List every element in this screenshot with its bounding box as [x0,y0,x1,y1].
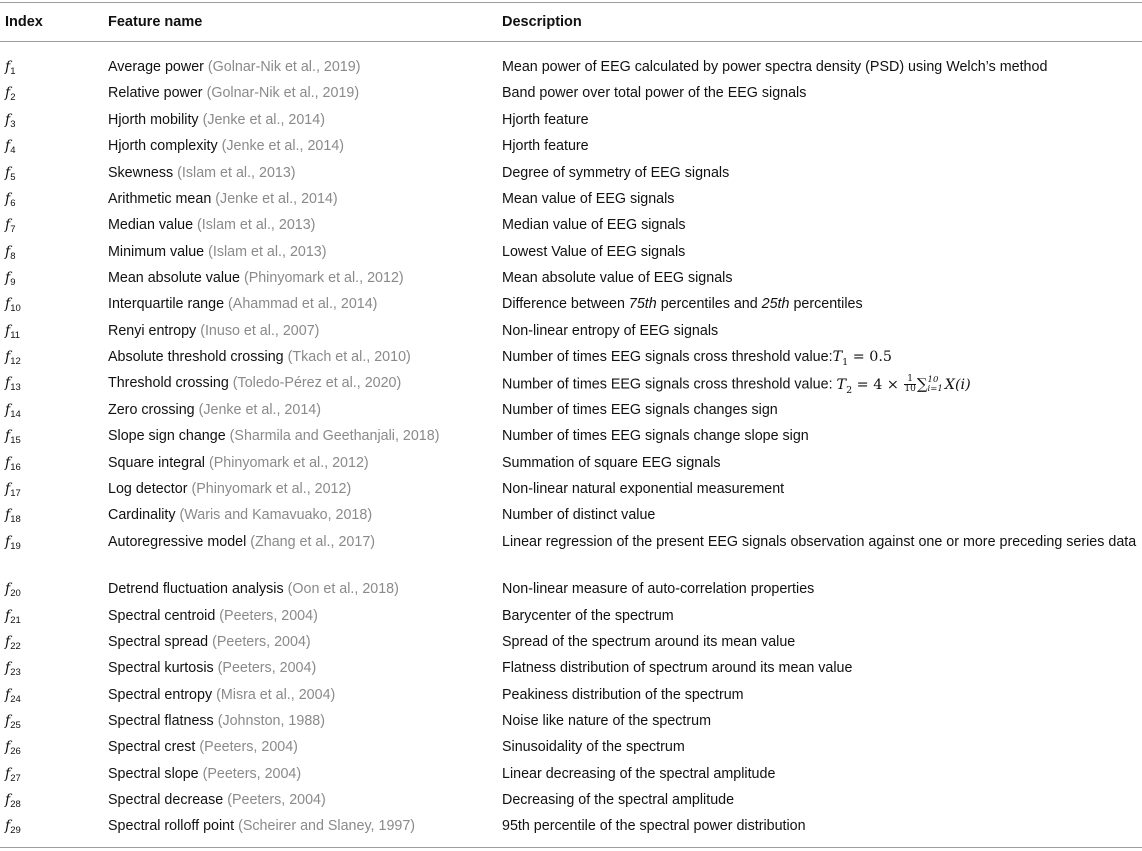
citation-link[interactable]: (Islam et al., 2013) [177,165,296,181]
row-feature-name: Log detector (Phinyomark et al., 2012) [108,481,352,497]
row-feature-name: Threshold crossing (Toledo-Pérez et al., 2020) [108,375,402,391]
row-feature-name: Autoregressive model (Zhang et al., 2017) [108,534,376,550]
citation-link[interactable]: (Jenke et al., 2014) [202,112,325,128]
citation-link[interactable]: (Golnar-Nik et al., 2019) [207,59,361,75]
citation-link[interactable]: (Inuso et al., 2007) [200,323,320,339]
row-index: $f_{21}$ [5,608,21,626]
row-index: $f_5$ [5,165,16,183]
citation-link[interactable]: (Peeters, 2004) [217,660,317,676]
row-description: Lowest Value of EEG signals [502,244,686,260]
row-index: $f_{19}$ [5,534,21,552]
row-description: Linear decreasing of the spectral amplitude [502,766,776,782]
citation-link[interactable]: (Jenke et al., 2014) [215,191,338,207]
row-description: Mean absolute value of EEG signals [502,270,733,286]
citation-link[interactable]: (Golnar-Nik et al., 2019) [206,85,360,101]
citation-link[interactable]: (Tkach et al., 2010) [287,349,411,365]
row-index: $f_{26}$ [5,739,21,757]
row-description: Decreasing of the spectral amplitude [502,792,735,808]
row-feature-name: Square integral (Phinyomark et al., 2012) [108,455,369,471]
row-feature-name: Slope sign change (Sharmila and Geethanjali, 2018) [108,428,440,444]
header-rule [0,41,1142,42]
row-index: $f_{29}$ [5,818,21,836]
row-index: $f_2$ [5,85,16,103]
row-feature-name: Zero crossing (Jenke et al., 2014) [108,402,321,418]
row-feature-name: Median value (Islam et al., 2013) [108,217,316,233]
row-index: $f_{10}$ [5,296,21,314]
citation-link[interactable]: (Islam et al., 2013) [197,217,316,233]
row-feature-name: Minimum value (Islam et al., 2013) [108,244,327,260]
row-feature-name: Hjorth complexity (Jenke et al., 2014) [108,138,345,154]
row-index: $f_8$ [5,244,16,262]
citation-link[interactable]: (Waris and Kamavuako, 2018) [179,507,373,523]
citation-link[interactable]: (Phinyomark et al., 2012) [208,455,369,471]
citation-link[interactable]: (Oon et al., 2018) [287,581,399,597]
citation-link[interactable]: (Peeters, 2004) [219,608,318,624]
citation-link[interactable]: (Peeters, 2004) [212,634,311,650]
row-description: Median value of EEG signals [502,217,686,233]
row-index: $f_{27}$ [5,766,21,784]
citation-link[interactable]: (Islam et al., 2013) [208,244,327,260]
citation-link[interactable]: (Peeters, 2004) [227,792,326,808]
citation-link[interactable]: (Misra et al., 2004) [216,687,336,703]
row-feature-name: Hjorth mobility (Jenke et al., 2014) [108,112,325,128]
row-index: $f_{15}$ [5,428,21,446]
row-index: $f_4$ [5,138,16,156]
row-feature-name: Spectral entropy (Misra et al., 2004) [108,687,336,703]
header-index: Index [5,14,43,30]
row-description: Mean value of EEG signals [502,191,675,207]
citation-link[interactable]: (Johnston, 1988) [217,713,325,729]
row-description: Hjorth feature [502,112,589,128]
row-description: Peakiness distribution of the spectrum [502,687,744,703]
citation-link[interactable]: (Zhang et al., 2017) [250,534,376,550]
row-index: $f_{11}$ [5,323,21,341]
row-feature-name: Spectral crest (Peeters, 2004) [108,739,298,755]
citation-link[interactable]: (Ahammad et al., 2014) [228,296,378,312]
citation-link[interactable]: (Phinyomark et al., 2012) [243,270,404,286]
row-feature-name: Renyi entropy (Inuso et al., 2007) [108,323,320,339]
row-description: Hjorth feature [502,138,589,154]
row-feature-name: Average power (Golnar-Nik et al., 2019) [108,59,361,75]
row-description: Non-linear measure of auto-correlation properties [502,581,815,597]
row-description: Summation of square EEG signals [502,455,721,471]
row-description: Number of times EEG signals cross threshold $value:T_1 = 0.5$ [502,349,892,368]
citation-link[interactable]: (Jenke et al., 2014) [198,402,321,418]
row-index: $f_{17}$ [5,481,21,499]
row-description: Spread of the spectrum around its mean value [502,634,796,650]
row-description: Difference between 75th percentiles and 25th percentiles [502,296,863,312]
table-top-rule [0,2,1142,3]
row-feature-name: Spectral flatness (Johnston, 1988) [108,713,325,729]
row-description: Number of times EEG signals change slope sign [502,428,809,444]
row-index: $f_{13}$ [5,375,21,393]
row-index: $f_{12}$ [5,349,21,367]
row-description: Band power over total power of the EEG signals [502,85,807,101]
row-feature-name: Spectral kurtosis (Peeters, 2004) [108,660,317,676]
row-index: $f_{23}$ [5,660,21,678]
row-index: $f_7$ [5,217,16,235]
row-feature-name: Cardinality (Waris and Kamavuako, 2018) [108,507,373,523]
row-index: $f_{20}$ [5,581,21,599]
row-feature-name: Absolute threshold crossing (Tkach et al., 2010) [108,349,411,365]
row-index: $f_{25}$ [5,713,21,731]
header-description: Description [502,14,582,30]
header-feature-name: Feature name [108,14,203,30]
row-feature-name: Spectral centroid (Peeters, 2004) [108,608,318,624]
row-description: Barycenter of the spectrum [502,608,674,624]
citation-link[interactable]: (Peeters, 2004) [199,739,298,755]
row-description: Flatness distribution of spectrum around its mean value [502,660,853,676]
citation-link[interactable]: (Jenke et al., 2014) [221,138,345,154]
row-description: Degree of symmetry of EEG signals [502,165,730,181]
row-feature-name: Relative power (Golnar-Nik et al., 2019) [108,85,360,101]
row-description: Linear regression of the present EEG signals observation against one or more preceding series data [502,534,1137,550]
row-feature-name: Spectral spread (Peeters, 2004) [108,634,311,650]
row-description: Number of distinct value [502,507,656,523]
row-description: Non-linear entropy of EEG signals [502,323,719,339]
row-feature-name: Spectral slope (Peeters, 2004) [108,766,302,782]
row-feature-name: Skewness (Islam et al., 2013) [108,165,296,181]
row-feature-name: Mean absolute value (Phinyomark et al., 2012) [108,270,404,286]
row-description: 95th percentile of the spectral power distribution [502,818,806,834]
table-bottom-rule [0,847,1142,848]
row-feature-name: Detrend fluctuation analysis (Oon et al., 2018) [108,581,399,597]
row-feature-name: Arithmetic mean (Jenke et al., 2014) [108,191,338,207]
row-index: $f_{24}$ [5,687,21,705]
row-index: $f_{28}$ [5,792,21,810]
citation-link[interactable]: (Sharmila and Geethanjali, 2018) [229,428,440,444]
math-expression: $T_2 = 4$ × $\frac{1}{10}$ ∑ 10 i=1 X(i) [836,374,971,396]
row-index: $f_6$ [5,191,16,209]
row-index: $f_{18}$ [5,507,21,525]
row-description: Sinusoidality of the spectrum [502,739,685,755]
row-index: $f_9$ [5,270,16,288]
row-feature-name: Spectral decrease (Peeters, 2004) [108,792,326,808]
row-index: $f_{14}$ [5,402,21,420]
row-index: $f_{22}$ [5,634,21,652]
row-index: $f_{16}$ [5,455,21,473]
row-description: Number of times EEG signals cross threshold value: $T_2 = 4$ × $\frac{1}{10}$ ∑ 10 i=1 X(i) [502,374,971,396]
citation-link[interactable]: (Peeters, 2004) [202,766,302,782]
row-description: Non-linear natural exponential measurement [502,481,785,497]
row-description: Mean power of EEG calculated by power spectra density (PSD) using Welch’s method [502,59,1048,75]
row-feature-name: Interquartile range (Ahammad et al., 2014) [108,296,378,312]
row-description: Noise like nature of the spectrum [502,713,711,729]
citation-link[interactable]: (Phinyomark et al., 2012) [191,481,352,497]
citation-link[interactable]: (Toledo-Pérez et al., 2020) [232,375,402,391]
citation-link[interactable]: (Scheirer and Slaney, 1997) [238,818,416,834]
row-feature-name: Spectral rolloff point (Scheirer and Slaney, 1997) [108,818,416,834]
row-index: $f_3$ [5,112,16,130]
row-description: Number of times EEG signals changes sign [502,402,778,418]
row-index: $f_1$ [5,59,16,77]
math-expression: $T_1 = 0.5$ [832,349,892,368]
